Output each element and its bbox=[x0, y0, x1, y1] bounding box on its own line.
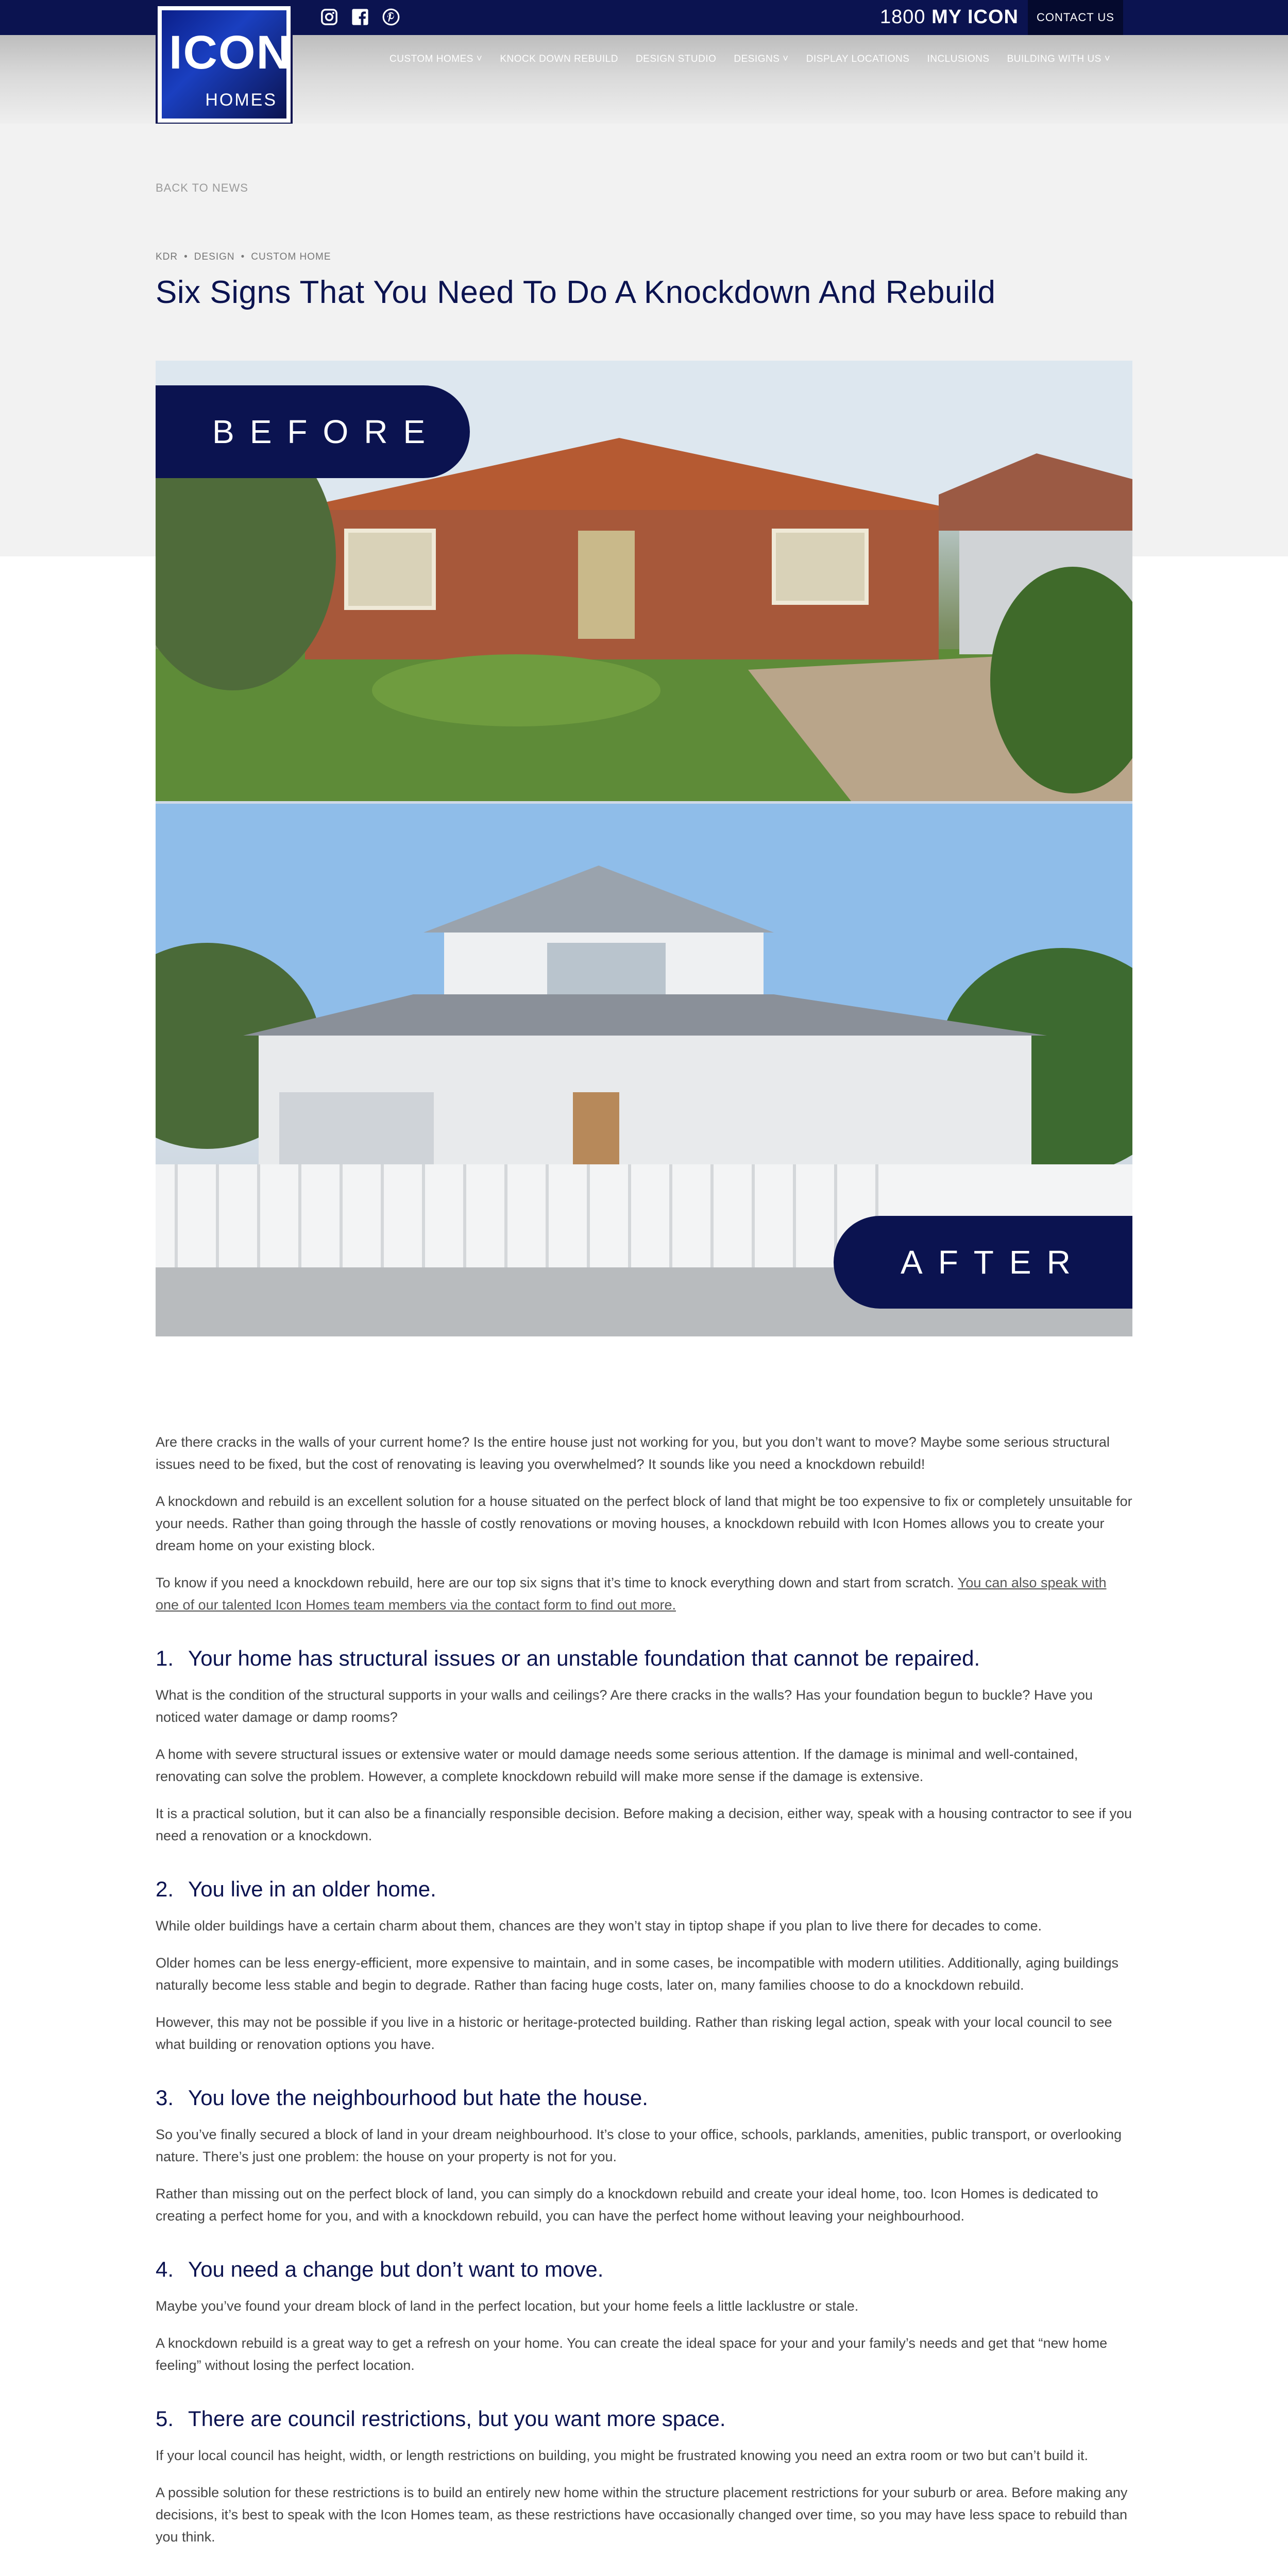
section-title: There are council restrictions, but you want more space. bbox=[188, 2406, 726, 2431]
logo-word: ICON bbox=[169, 26, 292, 79]
section-title: You need a change but don’t want to move. bbox=[188, 2257, 604, 2281]
header-phone-prefix: 1800 bbox=[880, 6, 926, 28]
intro-paragraph: A knockdown and rebuild is an excellent solution for a house situated on the perfect block of land that might be too expensive to fix or completely unsuitable for your needs. Rather than going through the hassle of costly renovations or moving houses, a knockdown rebuild with Icon Homes allows you to create your dream home on your existing block. bbox=[156, 1494, 1132, 1553]
section-heading bbox=[156, 2406, 1132, 2431]
intro-paragraph: Are there cracks in the walls of your current home? Is the entire house just not working for you, but you don’t want to move? Maybe some serious structural issues need to be fixed, but the cost of renovating is leaving you overwhelmed? It sounds like you need a knockdown rebuild! bbox=[156, 1434, 1110, 1472]
before-label: BEFORE bbox=[156, 385, 470, 478]
body-paragraph: A knockdown rebuild is a great way to get a refresh on your home. You can create the ideal space for your and your family’s needs and get that “new home feeling” without losing the perfect location. bbox=[156, 2335, 1108, 2373]
site-logo[interactable] bbox=[156, 4, 293, 125]
breadcrumb-kdr[interactable]: KDR bbox=[156, 251, 178, 262]
nav-item-design-studio[interactable]: DESIGN STUDIO bbox=[635, 54, 717, 64]
section-title: You live in an older home. bbox=[188, 1877, 436, 1901]
body-paragraph: However, this may not be possible if you live in a historic or heritage-protected building. Rather than risking legal action, speak with your local council to see what building or renovation options you have. bbox=[156, 2014, 1112, 2052]
back-to-news-link[interactable]: BACK TO NEWS bbox=[156, 181, 248, 194]
body-paragraph: So you’ve finally secured a block of land in your dream neighbourhood. It’s close to your office, schools, parklands, amenities, public transport, or overlooking nature. There’s just one problem: the house on your property is not for you. bbox=[156, 2127, 1122, 2164]
section-title: You love the neighbourhood but hate the house. bbox=[188, 2086, 648, 2110]
nav-item-custom-homes[interactable]: CUSTOM HOMES ˅ bbox=[389, 54, 483, 64]
body-paragraph: Rather than missing out on the perfect block of land, you can simply do a knockdown rebuild and create your ideal home, too. Icon Homes is dedicated to creating a perfect home for you, and with a knockdown rebuild, you can have the perfect home without leaving your neighbourhood. bbox=[156, 2186, 1098, 2224]
body-paragraph: Older homes can be less energy-efficient, more expensive to maintain, and in some cases, be incompatible with modern utilities. Additionally, aging buildings naturally become less stable and begin to degrade. Rather than facing huge costs, later on, many families choose to do a knockdown rebuild. bbox=[156, 1955, 1119, 1993]
body-paragraph: If your local council has height, width, or length restrictions on building, you might be frustrated knowing you need an extra room or two but can’t build it. bbox=[156, 2448, 1088, 2463]
article-body bbox=[156, 1431, 1132, 2576]
body-paragraph: What is the condition of the structural supports in your walls and ceilings? Are there cracks in the walls? Has your foundation begun to buckle? Have you noticed water damage or damp rooms? bbox=[156, 1687, 1093, 1725]
breadcrumb-design[interactable]: DESIGN bbox=[194, 251, 235, 262]
section-title: Your home has structural issues or an unstable foundation that cannot be repaired. bbox=[188, 1646, 980, 1670]
nav-item-inclusions[interactable]: INCLUSIONS bbox=[927, 54, 990, 64]
instagram-icon[interactable] bbox=[319, 7, 339, 27]
section-number: 4. bbox=[156, 2257, 174, 2281]
section-heading bbox=[156, 1877, 1132, 1902]
body-paragraph: A possible solution for these restrictions is to build an entirely new home within the structure placement restrictions for your suburb or area. Before making any decisions, it’s best to speak with the Icon Homes team, as these restrictions have occasionally changed over time, so you may have less space to rebuild than you think. bbox=[156, 2485, 1128, 2545]
breadcrumb-custom-home[interactable]: CUSTOM HOME bbox=[251, 251, 331, 262]
logo-sub: HOMES bbox=[205, 90, 277, 110]
section-heading bbox=[156, 2086, 1132, 2110]
breadcrumb-separator: • bbox=[184, 251, 188, 262]
intro-paragraph bbox=[156, 1572, 1132, 1616]
after-house-photo bbox=[156, 804, 1132, 1336]
section-number: 2. bbox=[156, 1877, 174, 1901]
header-phone[interactable] bbox=[880, 6, 1019, 28]
facebook-icon[interactable] bbox=[350, 7, 370, 27]
pinterest-icon[interactable] bbox=[381, 7, 401, 27]
body-paragraph: While older buildings have a certain charm about them, chances are they won’t stay in tiptop shape if you plan to live there for decades to come. bbox=[156, 1918, 1042, 1934]
contact-us-button[interactable]: CONTACT US bbox=[1028, 0, 1123, 35]
body-paragraph: A home with severe structural issues or extensive water or mould damage needs some serious attention. If the damage is minimal and well-contained, renovating can solve the problem. However, a complete knockdown rebuild will make more sense if the damage is extensive. bbox=[156, 1747, 1078, 1784]
header-phone-name: MY ICON bbox=[931, 6, 1019, 28]
breadcrumb bbox=[156, 251, 331, 263]
before-house-photo bbox=[156, 361, 1132, 801]
section-number: 3. bbox=[156, 2086, 174, 2110]
nav-item-building-with-us[interactable]: BUILDING WITH US ˅ bbox=[1007, 54, 1111, 64]
page-title: Six Signs That You Need To Do A Knockdown And Rebuild bbox=[156, 275, 996, 310]
nav-item-designs[interactable]: DESIGNS ˅ bbox=[734, 54, 789, 64]
header-social-links bbox=[319, 7, 401, 27]
section-heading bbox=[156, 2257, 1132, 2282]
before-after-image bbox=[156, 361, 1132, 1336]
section-heading bbox=[156, 1646, 1132, 1671]
nav-item-knock-down-rebuild[interactable]: KNOCK DOWN REBUILD bbox=[500, 54, 618, 64]
section-number: 1. bbox=[156, 1646, 174, 1670]
after-label: AFTER bbox=[834, 1216, 1132, 1309]
body-paragraph: It is a practical solution, but it can also be a financially responsible decision. Before making a decision, either way, speak with a housing contractor to see if you need a renovation or a knockdown. bbox=[156, 1806, 1132, 1843]
main-nav bbox=[389, 54, 1110, 65]
body-paragraph: Maybe you’ve found your dream block of land in the perfect location, but your home feels a little lacklustre or stale. bbox=[156, 2298, 859, 2314]
intro-text: To know if you need a knockdown rebuild, here are our top six signs that it’s time to knock everything down and start from scratch. bbox=[156, 1575, 958, 1590]
nav-item-display-locations[interactable]: DISPLAY LOCATIONS bbox=[806, 54, 910, 64]
section-number: 5. bbox=[156, 2406, 174, 2431]
contact-form-link[interactable]: You can also speak with one of our talented Icon Homes team members via the contact form to find out more. bbox=[156, 1575, 1107, 1613]
breadcrumb-separator: • bbox=[241, 251, 245, 262]
